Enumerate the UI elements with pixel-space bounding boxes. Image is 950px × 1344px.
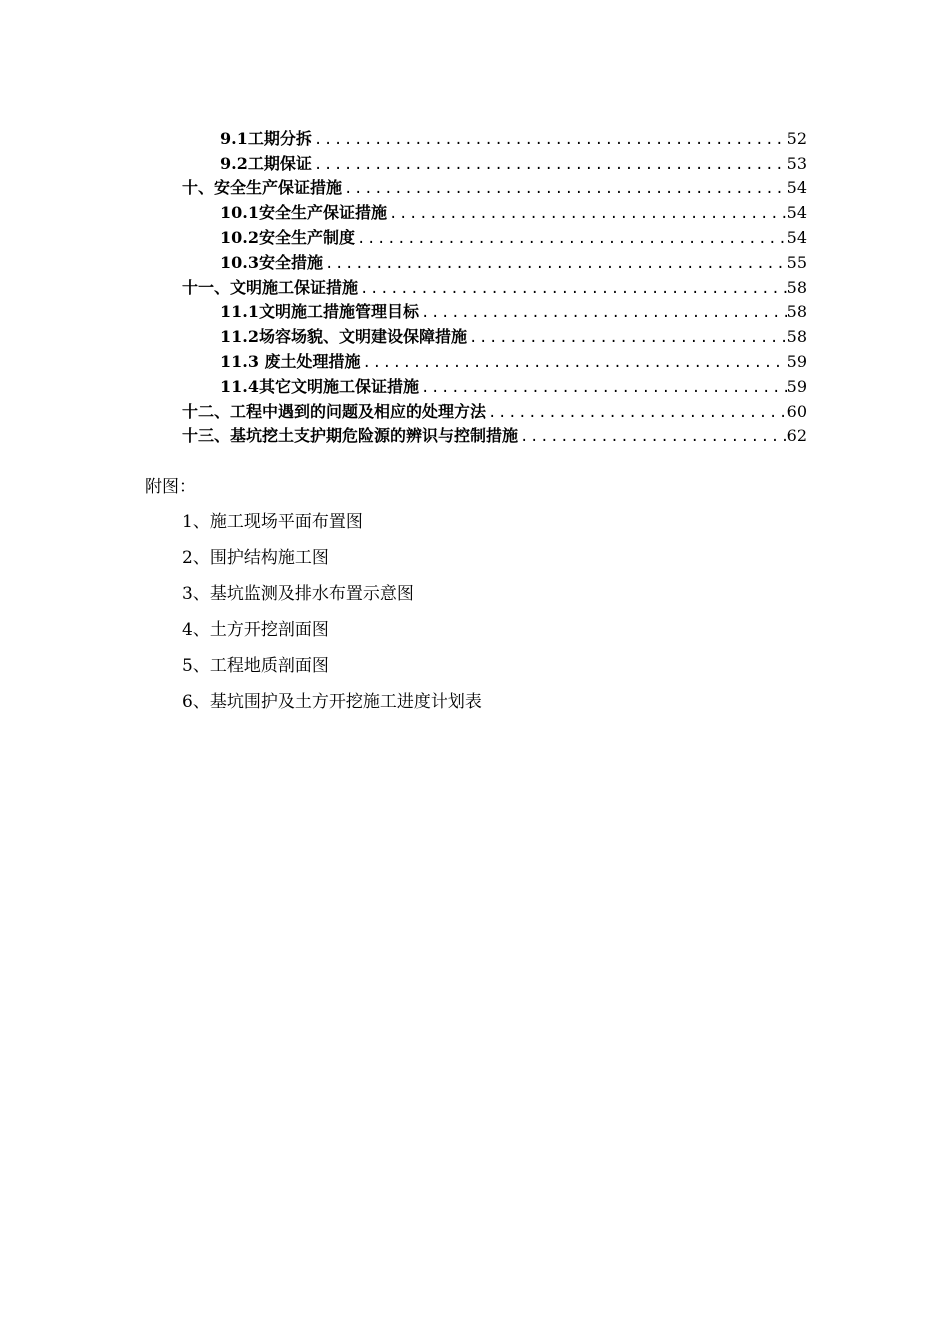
toc-entry-label: 11.4其它文明施工保证措施: [220, 376, 419, 396]
toc-entry[interactable]: [0, 223, 807, 248]
toc-entry-label: 10.3安全措施: [220, 252, 323, 272]
toc-entry[interactable]: [0, 322, 807, 347]
toc-entry-label: 十、安全生产保证措施: [182, 178, 343, 198]
toc-dot-leader: [342, 180, 787, 198]
appendix-item: 6、基坑围护及土方开挖施工进度计划表: [182, 692, 482, 712]
toc-entry[interactable]: [0, 422, 807, 447]
toc-entry-page: 62: [786, 426, 807, 446]
toc-entry-label: 11.3 废土处理措施: [220, 351, 361, 371]
toc-entry-page: 60: [786, 401, 807, 421]
appendix-item: 5、工程地质剖面图: [182, 656, 329, 676]
toc-entry[interactable]: [0, 248, 807, 273]
toc-entry[interactable]: [0, 198, 807, 223]
toc-entry[interactable]: [0, 149, 807, 174]
toc-entry-label: 9.1工期分拆: [220, 128, 312, 148]
toc-dot-leader: [387, 205, 787, 223]
toc-entry-label: 10.2安全生产制度: [220, 227, 355, 247]
toc-entry[interactable]: [0, 174, 807, 199]
toc-dot-leader: [419, 379, 787, 397]
appendix-item: 2、围护结构施工图: [182, 548, 329, 568]
table-of-contents: [0, 124, 950, 446]
toc-dot-leader: [355, 230, 787, 248]
appendix-item: 3、基坑监测及排水布置示意图: [182, 584, 414, 604]
toc-entry[interactable]: [0, 397, 807, 422]
toc-dot-leader: [323, 255, 787, 273]
toc-entry-page: 58: [786, 302, 807, 322]
appendix-item: 4、土方开挖剖面图: [182, 620, 329, 640]
toc-entry-page: 54: [786, 178, 807, 198]
toc-entry[interactable]: [0, 347, 807, 372]
toc-entry-page: 54: [786, 203, 807, 223]
toc-dot-leader: [312, 131, 787, 149]
toc-entry-page: 59: [786, 351, 807, 371]
toc-entry-label: 10.1安全生产保证措施: [220, 203, 387, 223]
toc-entry-page: 52: [786, 128, 807, 148]
toc-entry-page: 58: [786, 277, 807, 297]
toc-entry[interactable]: [0, 124, 807, 149]
toc-entry[interactable]: [0, 273, 807, 298]
toc-entry-page: 55: [786, 252, 807, 272]
toc-entry-label: 9.2工期保证: [220, 153, 312, 173]
toc-entry-label: 十三、基坑挖土支护期危险源的辨识与控制措施: [182, 426, 519, 446]
toc-entry-page: 59: [786, 376, 807, 396]
toc-dot-leader: [486, 404, 787, 422]
toc-entry[interactable]: [0, 372, 807, 397]
toc-entry-label: 十二、工程中遇到的问题及相应的处理方法: [182, 401, 487, 421]
toc-entry-label: 11.1文明施工措施管理目标: [220, 302, 419, 322]
toc-dot-leader: [518, 428, 787, 446]
toc-dot-leader: [361, 354, 787, 372]
toc-entry-page: 54: [786, 227, 807, 247]
toc-entry-label: 11.2场容场貌、文明建设保障措施: [220, 327, 467, 347]
toc-dot-leader: [358, 280, 787, 298]
toc-dot-leader: [312, 156, 787, 174]
toc-entry[interactable]: [0, 298, 807, 323]
toc-entry-page: 58: [786, 327, 807, 347]
toc-dot-leader: [419, 304, 787, 322]
appendix-item: 1、施工现场平面布置图: [182, 512, 363, 532]
toc-entry-page: 53: [786, 153, 807, 173]
appendix-list: [182, 510, 482, 726]
toc-entry-label: 十一、文明施工保证措施: [182, 277, 359, 297]
toc-dot-leader: [467, 329, 787, 347]
appendix-title: 附图：: [145, 477, 196, 497]
